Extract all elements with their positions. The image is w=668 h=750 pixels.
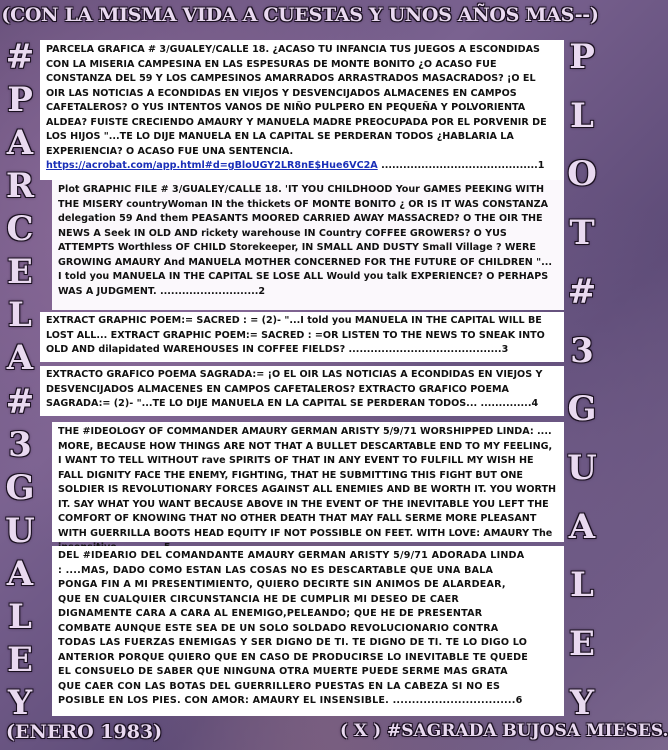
- block-6-line: QUE EN CUALQUIER CIRCUNSTANCIA HE DE CUMPLIR MI DESEO DE CAER: [58, 593, 460, 605]
- left-title-letter: C: [6, 209, 34, 250]
- left-title-letter: 3: [8, 424, 32, 465]
- left-title-letter: L: [8, 295, 32, 336]
- right-title-letter: 3: [570, 330, 594, 371]
- block-6-line: EL CONSUELO DE SABER QUE NINGUNA OTRA MUERTE PUEDE SERME MAS GRATA: [58, 666, 508, 677]
- left-title-letter: #: [5, 37, 35, 77]
- right-title-letter: G: [567, 389, 597, 430]
- left-title-letter: A: [6, 553, 34, 594]
- text-block-1: [40, 40, 564, 180]
- right-title-letter: U: [567, 448, 597, 489]
- left-title-letter: Y: [7, 682, 33, 723]
- block-1-text: PARCELA GRAFICA # 3/GUALEY/CALLE 18. ¿ACASO TU INFANCIA TUS JUEGOS A ESCONDIDAS CON LA MISERIA CAMPESINA EN LAS ESPESURAS DE MONTE BONITO ¿O ACASO FUE CONSTANZA DEL 59 Y LOS CAMPESINOS AMARRADOS ARRASTRADOS MASACRADOS? ¡O EL OIR LAS NOTICIAS A ECONDIDAS EN VIEJOS Y DESVENCIJADOS ALMACENES EN CAMPOS CAFETALEROS? O YUS INTENTOS VANOS DE NIÑO PULPERO EN PEQUEÑA Y POLVORIENTA ALDEA? FUISTE CRECIENDO AMAURY Y MANUELA MADRE PREOCUPADA POR EL PORVENIR DE LOS HIJOS "...TE LO DIJE MANUELA EN LA CAPITAL SE PERDERAN TODOS ¿HABLARIA LA EXPERIENCIA? O ACASO FUE UNA SENTENCIA.: [46, 44, 547, 157]
- left-title-letter: U: [5, 510, 35, 551]
- left-title-letter: E: [7, 639, 33, 680]
- text-block-6: [52, 546, 564, 716]
- block-6-line: COMBATE AUNQUE ESTE SEA DE UN SOLO SOLDADO REVOLUCIONARIO CONTRA: [58, 622, 499, 634]
- left-title-letter: R: [5, 166, 35, 207]
- block-1-tail: ...........................................1: [377, 160, 545, 171]
- right-title-letter: A: [568, 506, 596, 547]
- block-6-line: DEL #IDEARIO DEL COMANDANTE AMAURY GERMAN ARISTY 5/9/71 ADORADA LINDA: [58, 550, 525, 561]
- left-title-letter: #: [5, 381, 35, 422]
- left-title-letter: P: [7, 80, 33, 121]
- right-title-letter: L: [570, 565, 594, 606]
- block-5-text: THE #IDEOLOGY OF COMMANDER AMAURY GERMAN ARISTY 5/9/71 WORSHIPPED LINDA: .... MORE, BECAUSE HOW THINGS ARE NOT THAT A BULLET DESCARTABLE END TO MY FEELING, I WANT TO TELL WITHOUT rave SPIRITS OF THAT IN ANY EVENT TO FULFILL MY WISH HE FALL DIGNITY FACE THE ENEMY, FIGHTING, THAT HE SUBMITTING THIS FIGHT BUT ONE SOLDIER IS REVOLUTIONARY FORCES AGAINST ALL ENEMIES AND BE WORTH IT. YOU WORTH IT. SAY WHAT YOU WANT BECAUSE ABOVE IN THE EVENT OF THE INEVITABLE YOU LEFT THE COMFORT OF KNOWING THAT NO OTHER DEATH THAT MAY FALL SERME MORE PLEASANT WITH GUERRILLA BOOTS HEAD EQUITY IF NOT POSSIBLE ON FEET. WITH LOVE: AMAURY The: [58, 426, 557, 539]
- block-6-line: POSIBLE EN LOS PIES. CON AMOR: AMAURY EL INSENSIBLE. ................................6: [58, 695, 523, 706]
- left-title-letter: E: [7, 252, 33, 293]
- right-title-letter: O: [567, 154, 597, 195]
- left-title-letter: G: [5, 467, 35, 508]
- right-title-letter: L: [570, 95, 594, 136]
- right-title-letter: P: [569, 37, 595, 77]
- top-banner: (CON LA MISMA VIDA A CUESTAS Y UNOS AÑOS MAS--): [1, 4, 599, 26]
- text-block-5: [52, 422, 564, 542]
- right-title-letter: T: [569, 213, 595, 254]
- block-3-text: EXTRACT GRAPHIC POEM:= SACRED : = (2)- "...I told you MANUELA IN THE CAPITAL WILL BE LOST ALL... EXTRACT GRAPHIC POEM:= SACRED : =OR LISTEN TO THE NEWS TO SNEAK INTO OLD AND dilapidated WAREHOUSES IN COFFEE FIELDS? ..........................................3: [46, 315, 545, 355]
- bottom-right-caption: ( X ) #SAGRADA BUJOSA MIESES.: [340, 721, 668, 741]
- text-block-3: [40, 312, 564, 362]
- block-2-text: Plot GRAPHIC FILE # 3/GUALEY/CALLE 18. 'IT YOU CHILDHOOD Your GAMES PEEKING WITH THE MISERY countryWoman IN the thickets OF MONTE BONITO ¿ OR IS IT WAS CONSTANZA delegation 59 And them PEASANTS MOORED CARRIED AWAY MASSACRED? O THE OIR THE NEWS A Seek IN OLD AND rickety warehouse IN Country COFFEE GROWERS? O YUS ATTEMPTS Worthless OF CHILD Storekeeper, IN SMALL AND DUSTY Small Village ? WERE GROWING AMAURY And MANUELA MOTHER CONCERNED FOR THE FUTURE OF CHILDREN "... I told you MANUELA IN THE CAPITAL SE LOSE ALL Would you talk EXPERIENCE? O PERHAPS WAS A JUDGMENT. ...........................2: [58, 184, 553, 297]
- left-vertical-title: [0, 37, 40, 723]
- block-6-line: PONGA FIN A MI PRESENTIMIENTO, QUIERO DECIRTE SIN ANIMOS DE ALARDEAR,: [58, 579, 506, 590]
- acrobat-link[interactable]: https://acrobat.com/app.html#d=gBloUGY2LR8nE$Hue6VC2A: [46, 160, 378, 171]
- block-4-text: EXTRACTO GRAFICO POEMA SAGRADA:= ¡O EL OIR LAS NOTICIAS A ECONDIDAS EN VIEJOS Y DESVENCIJADOS ALMACENES EN CAMPOS CAFETALEROS? EXTRACTO GRAFICO POEMA SAGRADA:= (2)- "...TE LO DIJE MANUELA EN LA CAPITAL SE PERDERAN TODOS... ..............4: [46, 369, 543, 409]
- right-title-letter: E: [569, 624, 595, 665]
- block-6-line: ANTERIOR PORQUE QUIERO QUE EN CASO DE PRODUCIRSE LO INEVITABLE TE QUEDE: [58, 651, 528, 663]
- bottom-left-date: (ENERO 1983): [6, 721, 163, 743]
- text-block-2: [52, 180, 564, 310]
- right-title-letter: Y: [569, 682, 595, 723]
- block-6-line: : ....MAS, DADO COMO ESTAN LAS COSAS NO ES DESCARTABLE QUE UNA BALA: [58, 564, 494, 576]
- block-6-line: QUE CAER CON LAS BOTAS DEL GUERRILLERO PUESTAS EN LA CABEZA SI NO ES: [58, 680, 501, 692]
- right-title-letter: #: [567, 271, 597, 312]
- block-6-line: DIGNAMENTE CARA A CARA AL ENEMIGO,PELEANDO; QUE HE DE PRESENTAR: [58, 608, 483, 619]
- left-title-letter: L: [8, 596, 32, 637]
- left-title-letter: A: [6, 123, 34, 164]
- text-block-4: [40, 366, 564, 416]
- left-title-letter: A: [6, 338, 34, 379]
- block-6-line: TODAS LAS FUERZAS ENEMIGAS Y SER DIGNO DE TI. TE DIGNO DE TI. TE LO DIGO LO: [58, 637, 528, 648]
- right-vertical-title: [562, 37, 602, 723]
